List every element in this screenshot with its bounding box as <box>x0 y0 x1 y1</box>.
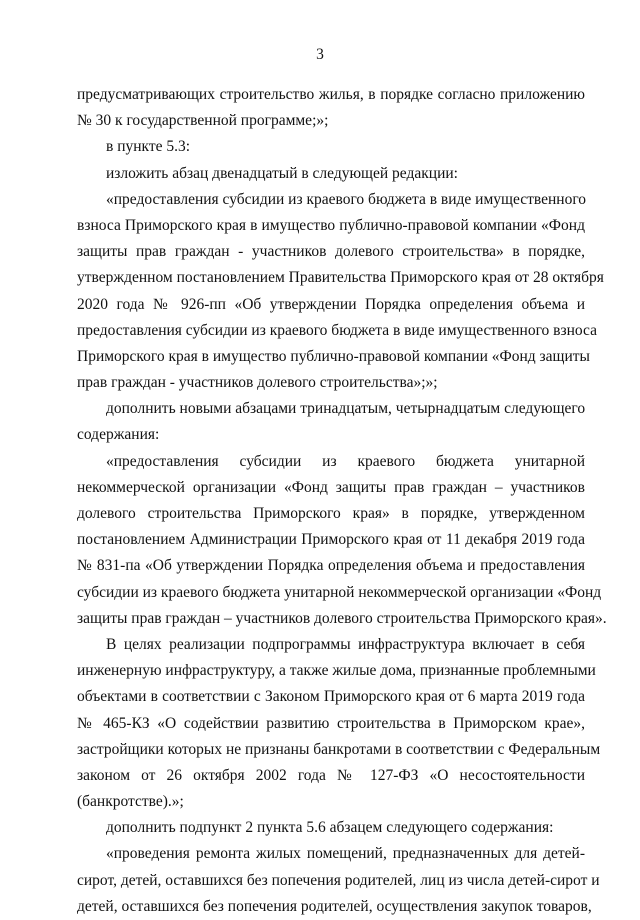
text-line: объектами в соответствии с Законом Приморского края от 6 марта 2019 года <box>77 688 585 706</box>
text-line: Приморского края в имущество публично-правовой компании «Фонд защиты <box>77 347 590 365</box>
text-line: в пункте 5.3: <box>106 138 191 156</box>
text-line: детей, оставшихся без попечения родителей, осуществления закупок товаров, <box>77 897 592 915</box>
text-line: дополнить подпункт 2 пункта 5.6 абзацем следующего содержания: <box>106 819 554 837</box>
text-line: законом от 26 октября 2002 года № 127-ФЗ «О несостоятельности <box>77 766 585 784</box>
text-line: защиты прав граждан - участников долевого строительства» в порядке, <box>77 243 585 261</box>
text-line: некоммерческой организации «Фонд защиты прав граждан – участников <box>77 478 585 496</box>
text-line: «предоставления субсидии из краевого бюджета унитарной <box>106 452 585 470</box>
text-line: «предоставления субсидии из краевого бюджета в виде имущественного <box>106 190 587 208</box>
text-line: защиты прав граждан – участников долевого строительства Приморского края». <box>77 609 607 627</box>
text-line: прав граждан - участников долевого строительства»;»; <box>77 374 438 392</box>
text-line: «проведения ремонта жилых помещений, предназначенных для детей- <box>106 845 585 863</box>
text-line: В целях реализации подпрограммы инфраструктура включает в себя <box>106 635 585 653</box>
document-body <box>77 82 607 920</box>
text-line: взноса Приморского края в имущество публично-правовой компании «Фонд <box>77 216 585 234</box>
text-line: дополнить новыми абзацами тринадцатым, четырнадцатым следующего <box>106 400 586 418</box>
text-line: 2020 года № 926-пп «Об утверждении Порядка определения объема и <box>77 295 585 313</box>
text-line: сирот, детей, оставшихся без попечения родителей, лиц из числа детей-сирот и <box>77 871 600 889</box>
text-line: утвержденном постановлением Правительства Приморского края от 28 октября <box>77 269 604 287</box>
page-number: 3 <box>316 46 324 63</box>
text-line: изложить абзац двенадцатый в следующей редакции: <box>106 164 458 182</box>
text-line: долевого строительства Приморского края» в порядке, утвержденном <box>77 505 585 522</box>
text-line: инженерную инфраструктуру, а также жилые дома, признанные проблемными <box>77 662 596 680</box>
text-line: предоставления субсидии из краевого бюджета в виде имущественного взноса <box>77 321 597 339</box>
text-line: субсидии из краевого бюджета унитарной некоммерческой организации «Фонд <box>77 583 602 601</box>
text-line: постановлением Администрации Приморского края от 11 декабря 2019 года <box>77 531 585 549</box>
text-line: № 831-па «Об утверждении Порядка определения объема и предоставления <box>77 557 585 575</box>
text-line: № 465-КЗ «О содействии развитию строительства в Приморском крае», <box>77 714 585 732</box>
text-line: предусматривающих строительство жилья, в порядке согласно приложению <box>77 86 585 103</box>
text-line: содержания: <box>77 426 160 444</box>
text-line: (банкротстве).»; <box>77 793 184 811</box>
text-line: № 30 к государственной программе;»; <box>77 112 329 130</box>
text-line: застройщики которых не признаны банкротами в соответствии с Федеральным <box>77 740 601 758</box>
